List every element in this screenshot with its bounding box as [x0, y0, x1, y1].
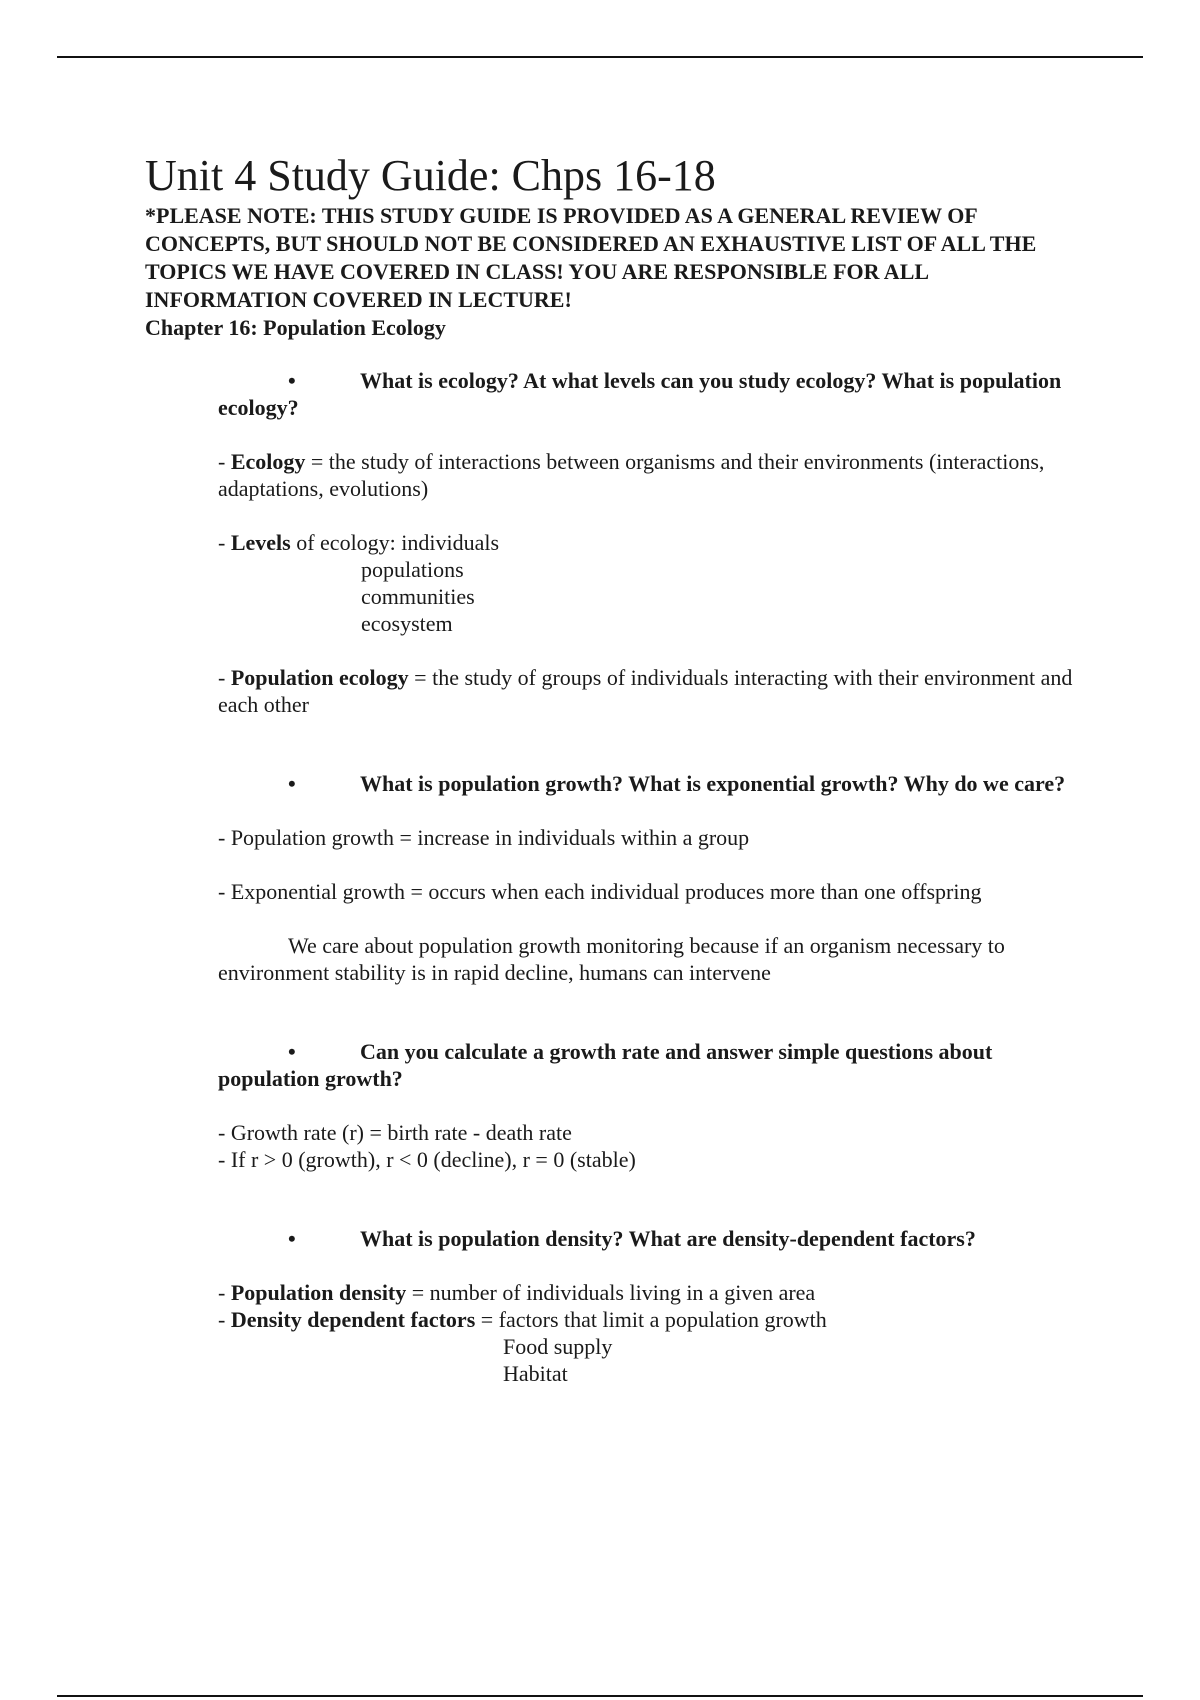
- term-population-density: Population density: [230, 1280, 407, 1305]
- factor-item: Food supply: [503, 1334, 613, 1359]
- question-text: Can you calculate a growth rate and answer simple questions about population growth?: [218, 1039, 993, 1091]
- def-ecology: = the study of interactions between organisms and their environments (interactions, adaptations, evolutions): [218, 449, 1045, 501]
- chapter-heading: Chapter 16: Population Ecology: [145, 315, 446, 340]
- question-growth-rate: [218, 1038, 1098, 1092]
- level-item: populations: [361, 557, 464, 582]
- why-care-paragraph: We care about population growth monitoring because if an organism necessary to environment stability is in rapid decline, humans can intervene: [218, 933, 1005, 985]
- question-text: What is population growth? What is exponential growth? Why do we care?: [360, 771, 1066, 796]
- factor-item: Habitat: [503, 1361, 568, 1386]
- page-title: Unit 4 Study Guide: Chps 16-18: [145, 151, 716, 200]
- level-item: communities: [361, 584, 475, 609]
- def-density-factors: = factors that limit a population growth: [475, 1307, 827, 1332]
- def-population-density: = number of individuals living in a given area: [406, 1280, 816, 1305]
- question-text: What is ecology? At what levels can you study ecology? What is population ecology?: [218, 368, 1062, 420]
- population-density-definition: - Population density = number of individuals living in a given area: [218, 1280, 816, 1305]
- exponential-growth-line: - Exponential growth = occurs when each individual produces more than one offspring: [218, 879, 982, 904]
- def-population-ecology: = the study of groups of individuals interacting with their environment and each other: [218, 665, 1073, 717]
- growth-rate-conditions: - If r > 0 (growth), r < 0 (decline), r = 0 (stable): [218, 1147, 636, 1172]
- level-item: ecosystem: [361, 611, 453, 636]
- term-levels: Levels: [230, 530, 291, 555]
- question-growth: [218, 770, 1098, 797]
- ecology-definition: - Ecology = the study of interactions between organisms and their environments (interactions, adaptations, evolutions): [218, 449, 1045, 501]
- population-growth-line: - Population growth = increase in individuals within a group: [218, 825, 750, 850]
- population-ecology-definition: - Population ecology = the study of groups of individuals interacting with their environment and each other: [218, 665, 1073, 717]
- term-population-ecology: Population ecology: [230, 665, 409, 690]
- section-population-density: [218, 1225, 1098, 1387]
- bottom-rule: [57, 1695, 1143, 1697]
- disclaimer-note: *PLEASE NOTE: THIS STUDY GUIDE IS PROVIDED AS A GENERAL REVIEW OF CONCEPTS, BUT SHOULD NOT BE CONSIDERED AN EXHAUSTIVE LIST OF ALL THE TOPICS WE HAVE COVERED IN CLASS! YOU ARE RESPONSIBLE FOR ALL INFORMATION COVERED IN LECTURE!: [145, 203, 1037, 312]
- def-levels: of ecology: individuals: [290, 530, 500, 555]
- top-rule: [57, 56, 1143, 58]
- bullet-icon: •: [288, 368, 296, 393]
- term-density-factors: Density dependent factors: [230, 1307, 476, 1332]
- document-page: [145, 150, 1145, 1387]
- section-population-growth: [218, 770, 1098, 986]
- bullet-icon: •: [288, 771, 296, 796]
- question-ecology: [218, 367, 1098, 421]
- question-text: What is population density? What are density-dependent factors?: [360, 1226, 976, 1251]
- growth-rate-formula: - Growth rate (r) = birth rate - death rate: [218, 1120, 572, 1145]
- section-growth-rate: [218, 1038, 1098, 1173]
- levels-definition: - Levels of ecology: individuals: [218, 530, 500, 555]
- density-factors-definition: - Density dependent factors = factors that limit a population growth: [218, 1307, 827, 1332]
- section-ecology: [218, 367, 1098, 718]
- question-density: [218, 1225, 1098, 1252]
- bullet-icon: •: [288, 1226, 296, 1251]
- bullet-icon: •: [288, 1039, 296, 1064]
- term-ecology: Ecology: [230, 449, 306, 474]
